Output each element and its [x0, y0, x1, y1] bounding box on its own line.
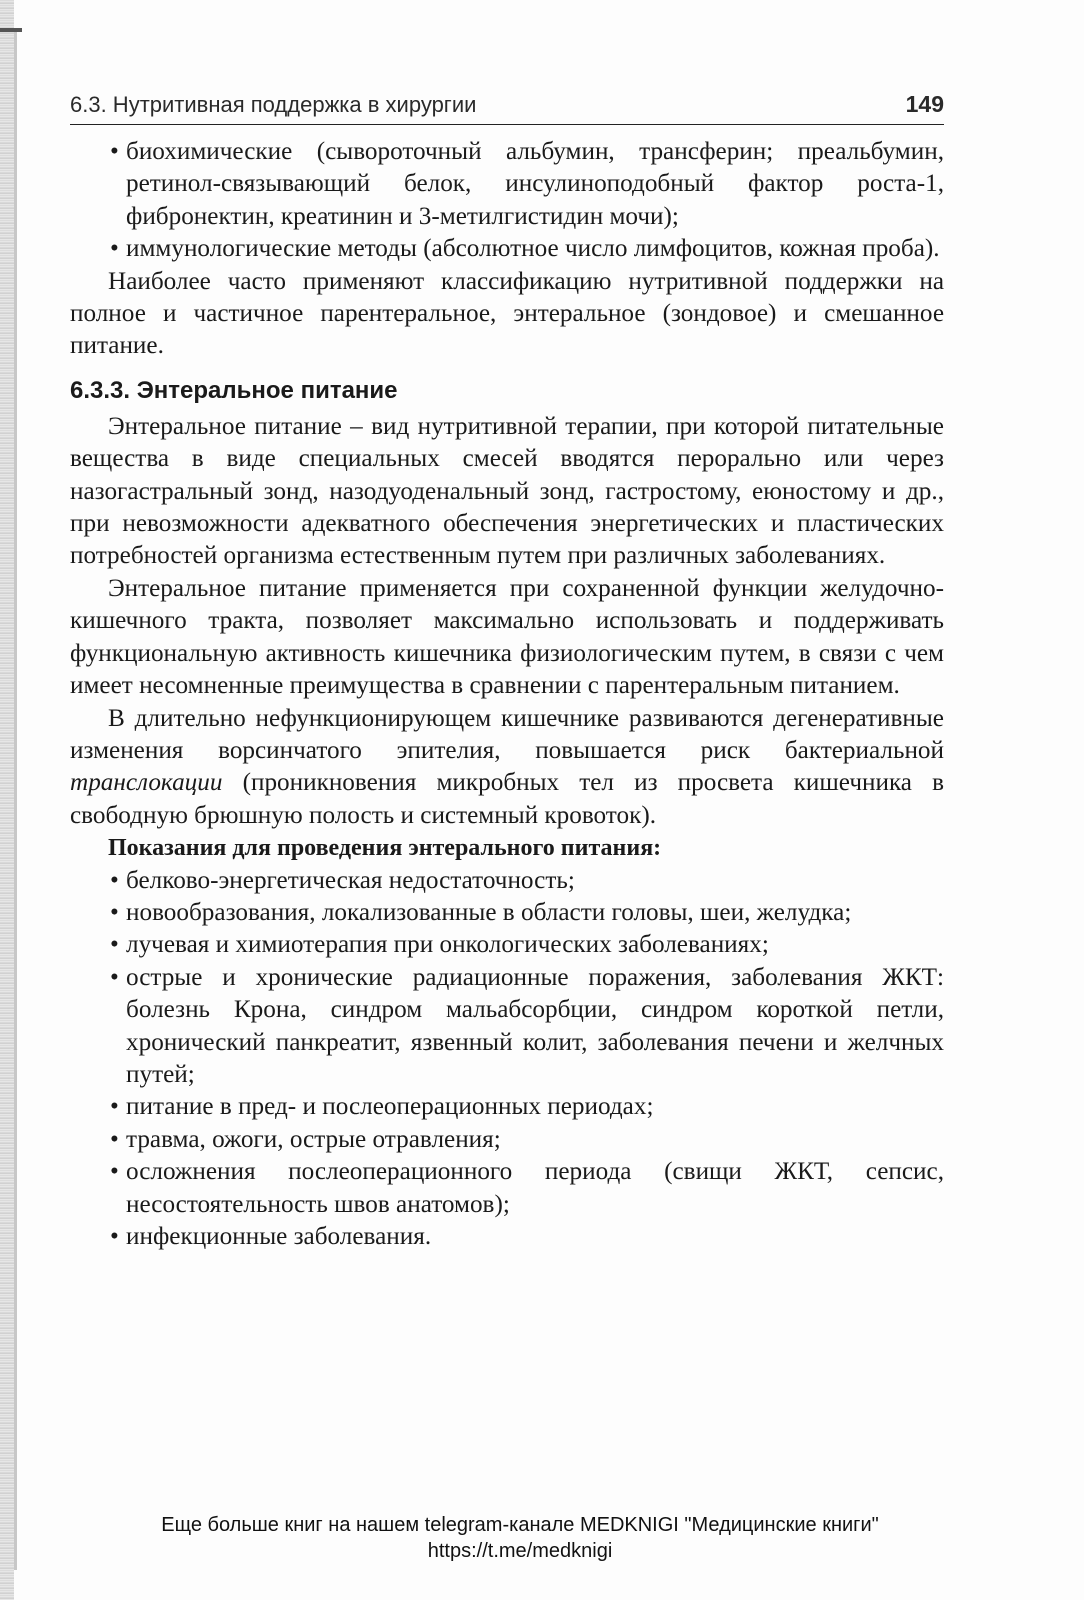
section-heading: 6.3.3. Энтеральное питание: [70, 376, 398, 404]
list-item: • новообразования, локализованные в области головы, шеи, желудка;: [70, 897, 944, 929]
list-item: • инфекционные заболевания.: [70, 1221, 944, 1253]
list-item: • белково-энергетическая недостаточность;: [70, 865, 944, 897]
paragraph: Энтеральное питание – вид нутритивной терапии, при которой питательные вещества в виде специальных смесей вводятся перорально или через назогастральный зонд, назодуоденальный зонд, гастростому, еюностому и др., при невозможности адекватного обеспечения энергетических и пластических потребностей организма естественным путем при различных заболеваниях.: [70, 412, 944, 570]
scan-corner-mark: [0, 28, 22, 32]
section-title: 6.3. Нутритивная поддержка в хирургии: [70, 92, 477, 117]
paragraph-text: (проникновения микробных тел из просвета кишечника в свободную брюшную полость и системный кровоток).: [70, 769, 944, 829]
list-item: • биохимические (сывороточный альбумин, трансферин; преальбумин, ретинол-связывающий белок, инсулиноподобный фактор роста-1, фибронектин, креатинин и 3-метилгистидин мочи);: [70, 136, 944, 233]
page-body: [70, 136, 944, 1253]
book-spine-shadow: [0, 0, 14, 1600]
list-item: • травма, ожоги, острые отравления;: [70, 1124, 944, 1156]
list-item: • питание в пред- и послеоперационных периодах;: [70, 1091, 944, 1123]
footer-promo-text: Еще больше книг на нашем telegram-канале MEDKNIGI "Медицинские книги": [161, 1514, 879, 1536]
page-edge-line: [14, 30, 17, 1570]
paragraph: [70, 703, 944, 833]
list-item: • острые и хронические радиационные поражения, заболевания ЖКТ: болезнь Крона, синдром мальабсорбции, синдром короткой петли, хронический панкреатит, язвенный колит, заболевания печени и желчных путей;: [70, 962, 944, 1092]
paragraph: Энтеральное питание применяется при сохраненной функции желудочно-кишечного тракта, позволяет максимально использовать и поддерживать функциональную активность кишечника физиологическим путем, в связи с чем имеет несомненные преимущества в сравнении с парентеральным питанием.: [70, 574, 944, 700]
list-item: • осложнения послеоперационного периода (свищи ЖКТ, сепсис, несостоятельность швов анатомов);: [70, 1156, 944, 1221]
indications-title: Показания для проведения энтерального питания:: [108, 835, 662, 862]
page-number: 149: [905, 91, 944, 117]
list-item: • лучевая и химиотерапия при онкологических заболеваниях;: [70, 929, 944, 961]
footer-link[interactable]: https://t.me/medknigi: [427, 1540, 613, 1562]
italic-term: транслокации: [70, 769, 223, 797]
list-item: • иммунологические методы (абсолютное число лимфоцитов, кожная проба).: [70, 233, 944, 265]
paragraph-text: В длительно нефункционирующем кишечнике развиваются дегенеративные изменения ворсинчатого эпителия, повышается риск бактериальной: [70, 704, 944, 764]
running-header: [70, 84, 944, 125]
paragraph: Наиболее часто применяют классификацию нутритивной поддержки на полное и частичное парентеральное, энтеральное (зондовое) и смешанное питание.: [70, 267, 944, 360]
